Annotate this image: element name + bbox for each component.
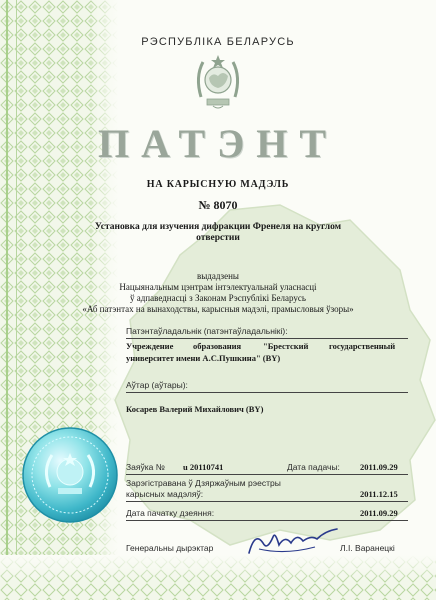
divider [126,520,408,521]
divider [126,501,408,502]
divider [126,338,408,339]
registered-label-line2: карысных мадэляў: [126,489,204,499]
filing-date-label: Дата падачы: [287,462,340,472]
patent-number: № 8070 [198,198,238,212]
director-signature [245,525,340,560]
issued-line4: «Аб патэнтах на вынаходствы, карысныя мадэлі, прамысловыя ўзоры» [82,304,354,314]
registered-label-line1: Зарэгістравана ў Дзяржаўным рэестры [126,478,281,488]
republic-title: РЭСПУБЛІКА БЕЛАРУСЬ [141,36,295,48]
registered-date-value: 2011.12.15 [360,489,398,499]
owner-value-word4: государственный [329,341,396,351]
owner-value-word1: Учреждение [126,341,174,351]
application-value: u 20110741 [183,462,224,472]
state-emblem-icon [193,52,243,112]
patent-heading: ПАТЭНТ [97,121,339,166]
divider [126,392,408,393]
patent-kind: НА КАРЫСНУЮ МАДЭЛЬ [146,179,290,190]
divider [126,474,408,475]
owner-value-line2: университет имени А.С.Пушкина" (BY) [126,353,281,363]
invention-title-line2: отверстии [196,233,240,243]
director-title: Генеральны дырэктар [126,543,214,553]
author-label: Аўтар (аўтары): [126,380,188,390]
application-label: Заяўка № [126,462,165,472]
issued-line2: Нацыянальным цэнтрам інтэлектуальнай уласнасці [119,282,317,292]
start-date-value: 2011.09.29 [360,508,398,518]
ornament-border-bottom [0,555,436,600]
owner-label: Патэнтаўладальнік (патэнтаўладальнікі): [126,326,288,336]
invention-title-line1: Установка для изучения дифракции Френеля на круглом [94,222,342,232]
issued-line3: ў адпаведнасці з Законам Рэспублікі Беларусь [129,293,307,303]
filing-date-value: 2011.09.29 [360,462,398,472]
owner-value-word2: образования [193,341,242,351]
hologram-seal-icon [20,425,120,525]
start-date-label: Дата пачатку дзеяння: [126,508,215,518]
author-value: Косарев Валерий Михайлович (BY) [126,404,264,414]
director-name: Л.І. Варанецкі [340,543,395,553]
owner-value-word3: "Брестский [263,341,309,351]
issued-line1: выдадзены [197,271,239,281]
